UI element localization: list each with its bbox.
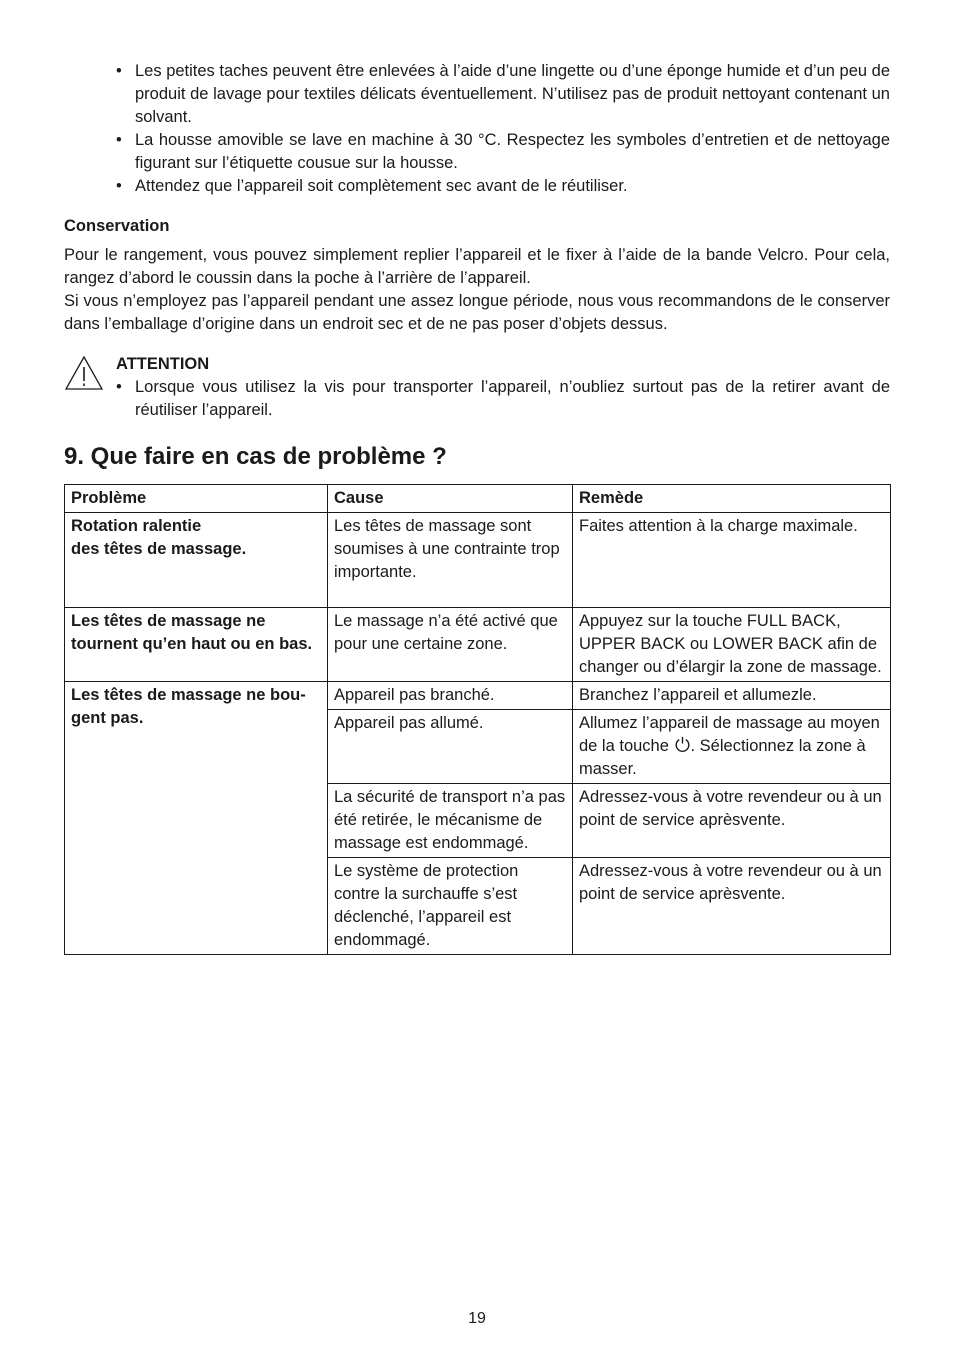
problem-cell: Les têtes de massage ne tournent qu’en haut ou en bas. <box>65 608 328 682</box>
problem-cell: Rotation ralentie des têtes de massage. <box>65 513 328 608</box>
remedy-cell: Branchez l’appareil et allumezle. <box>573 682 891 710</box>
table-row <box>65 513 891 608</box>
header-problem: Problème <box>65 485 328 513</box>
remedy-cell: Appuyez sur la touche FULL BACK, UPPER BACK ou LOWER BACK afin de changer ou d’élargir la zone de massage. <box>573 608 891 682</box>
table-header-row <box>65 485 891 513</box>
list-item: • Attendez que l’appareil soit complètement sec avant de le réutiliser. <box>64 175 890 198</box>
remedy-cell: Adressez-vous à votre revendeur ou à un point de service aprèsvente. <box>573 858 891 955</box>
care-bullet-list <box>64 60 890 198</box>
cause-cell: Les têtes de massage sont soumises à une contrainte trop importante. <box>328 513 573 608</box>
page-number: 19 <box>468 1310 486 1327</box>
bullet-dot: • <box>116 177 122 195</box>
remedy-cell: Faites attention à la charge maximale. <box>573 513 891 608</box>
cause-cell: Appareil pas allumé. <box>328 710 573 784</box>
list-item: • Les petites taches peuvent être enlevées à l’aide d’une lingette ou d’une éponge humide et d’un peu de produit de lavage pour textiles délicats éventuellement. N’utilisez pas de produit nettoyant contenant un solvant. <box>116 62 890 126</box>
conservation-heading: Conservation <box>64 217 170 235</box>
header-remedy: Remède <box>573 485 891 513</box>
remedy-cell: Allumez l’appareil de massage au moyen de la touche . Sélectionnez la zone à masser. <box>573 710 891 784</box>
cause-cell: Appareil pas branché. <box>328 682 573 710</box>
problem-cell: Les têtes de massage ne bou-gent pas. <box>65 682 328 955</box>
table-row <box>65 608 891 682</box>
attention-bullet-list <box>64 376 890 422</box>
remedy-cell: Adressez-vous à votre revendeur ou à un point de service aprèsvente. <box>573 784 891 858</box>
bullet-dot: • <box>116 131 122 149</box>
list-item: • La housse amovible se lave en machine à 30 °C. Respectez les symboles d’entretien et de nettoyage figurant sur l’étiquette cousue sur la housse. <box>116 131 890 172</box>
cause-cell: La sécurité de transport n’a pas été retirée, le mécanisme de massage est endommagé. <box>328 784 573 858</box>
document-page <box>64 60 890 955</box>
bullet-dot: • <box>116 62 122 80</box>
attention-title: ATTENTION <box>116 355 210 373</box>
power-icon <box>674 736 691 753</box>
cause-cell: Le système de protection contre la surchauffe s’est déclenché, l’appareil est endommagé. <box>328 858 573 955</box>
list-item: • Lorsque vous utilisez la vis pour transporter l’appareil, n’oubliez surtout pas de la retirer avant de réutiliser l’appareil. <box>116 378 890 419</box>
troubleshooting-table <box>64 484 891 955</box>
conservation-paragraph-1: Pour le rangement, vous pouvez simplement replier l’appareil et le fixer à l’aide de la bande Velcro. Pour cela, rangez d’abord le coussin dans la poche à l’arrière de l’appareil. <box>64 246 890 287</box>
header-cause: Cause <box>328 485 573 513</box>
section-title: 9. Que faire en cas de problème ? <box>64 443 447 470</box>
conservation-paragraph-2: Si vous n’employez pas l’appareil pendant une assez longue période, nous vous recommandons de le conserver dans l’emballage d’origine dans un endroit sec et de ne pas poser d’objets dessus. <box>64 292 890 333</box>
table-row <box>65 682 891 710</box>
attention-box <box>64 353 890 422</box>
bullet-dot: • <box>116 378 122 396</box>
cause-cell: Le massage n’a été activé que pour une certaine zone. <box>328 608 573 682</box>
